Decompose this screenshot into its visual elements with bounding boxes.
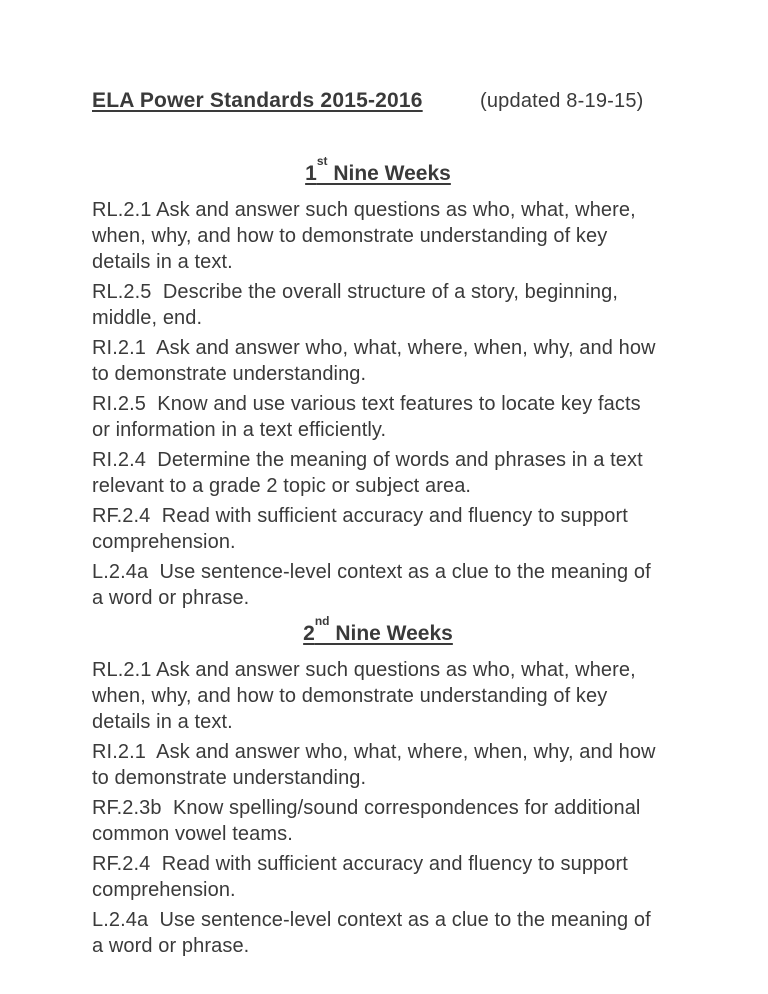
standard-paragraph: L.2.4a Use sentence-level context as a clue to the meaning of a word or phrase. [92, 561, 657, 609]
section-heading [92, 155, 664, 187]
standard-paragraph: RL.2.5 Describe the overall structure of a story, beginning, middle, end. [92, 281, 624, 329]
heading-label: Nine Weeks [329, 622, 453, 645]
section-first-nine-weeks [92, 155, 664, 611]
section-heading [92, 615, 664, 647]
section-heading-text [303, 614, 453, 645]
heading-number: 2 [303, 622, 315, 645]
title-row [92, 88, 664, 114]
heading-ordinal: st [316, 154, 328, 168]
standard-paragraph: RL.2.1 Ask and answer such questions as who, what, where, when, why, and how to demonstrate understanding of key details in a text. [92, 199, 642, 273]
section-heading-text [305, 154, 451, 185]
standard-paragraph: RI.2.1 Ask and answer who, what, where, when, why, and how to demonstrate understanding. [92, 741, 662, 789]
heading-number: 1 [305, 162, 317, 185]
document-content [92, 88, 664, 963]
standard-paragraph: RI.2.5 Know and use various text features to locate key facts or information in a text efficiently. [92, 393, 647, 441]
standard-paragraph: RI.2.1 Ask and answer who, what, where, when, why, and how to demonstrate understanding. [92, 337, 662, 385]
updated-note: (updated 8-19-15) [480, 90, 644, 112]
standard-paragraph: RI.2.4 Determine the meaning of words and phrases in a text relevant to a grade 2 topic or subject area. [92, 449, 649, 497]
standard-paragraph: L.2.4a Use sentence-level context as a clue to the meaning of a word or phrase. [92, 909, 657, 957]
heading-ordinal: nd [314, 614, 330, 628]
document-title: ELA Power Standards 2015-2016 [92, 89, 423, 112]
standard-paragraph: RF.2.3b Know spelling/sound correspondences for additional common vowel teams. [92, 797, 647, 845]
section-second-nine-weeks [92, 615, 664, 959]
standard-paragraph: RF.2.4 Read with sufficient accuracy and fluency to support comprehension. [92, 853, 634, 901]
standard-paragraph: RL.2.1 Ask and answer such questions as who, what, where, when, why, and how to demonstrate understanding of key details in a text. [92, 659, 642, 733]
standard-paragraph: RF.2.4 Read with sufficient accuracy and fluency to support comprehension. [92, 505, 634, 553]
heading-label: Nine Weeks [327, 162, 451, 185]
